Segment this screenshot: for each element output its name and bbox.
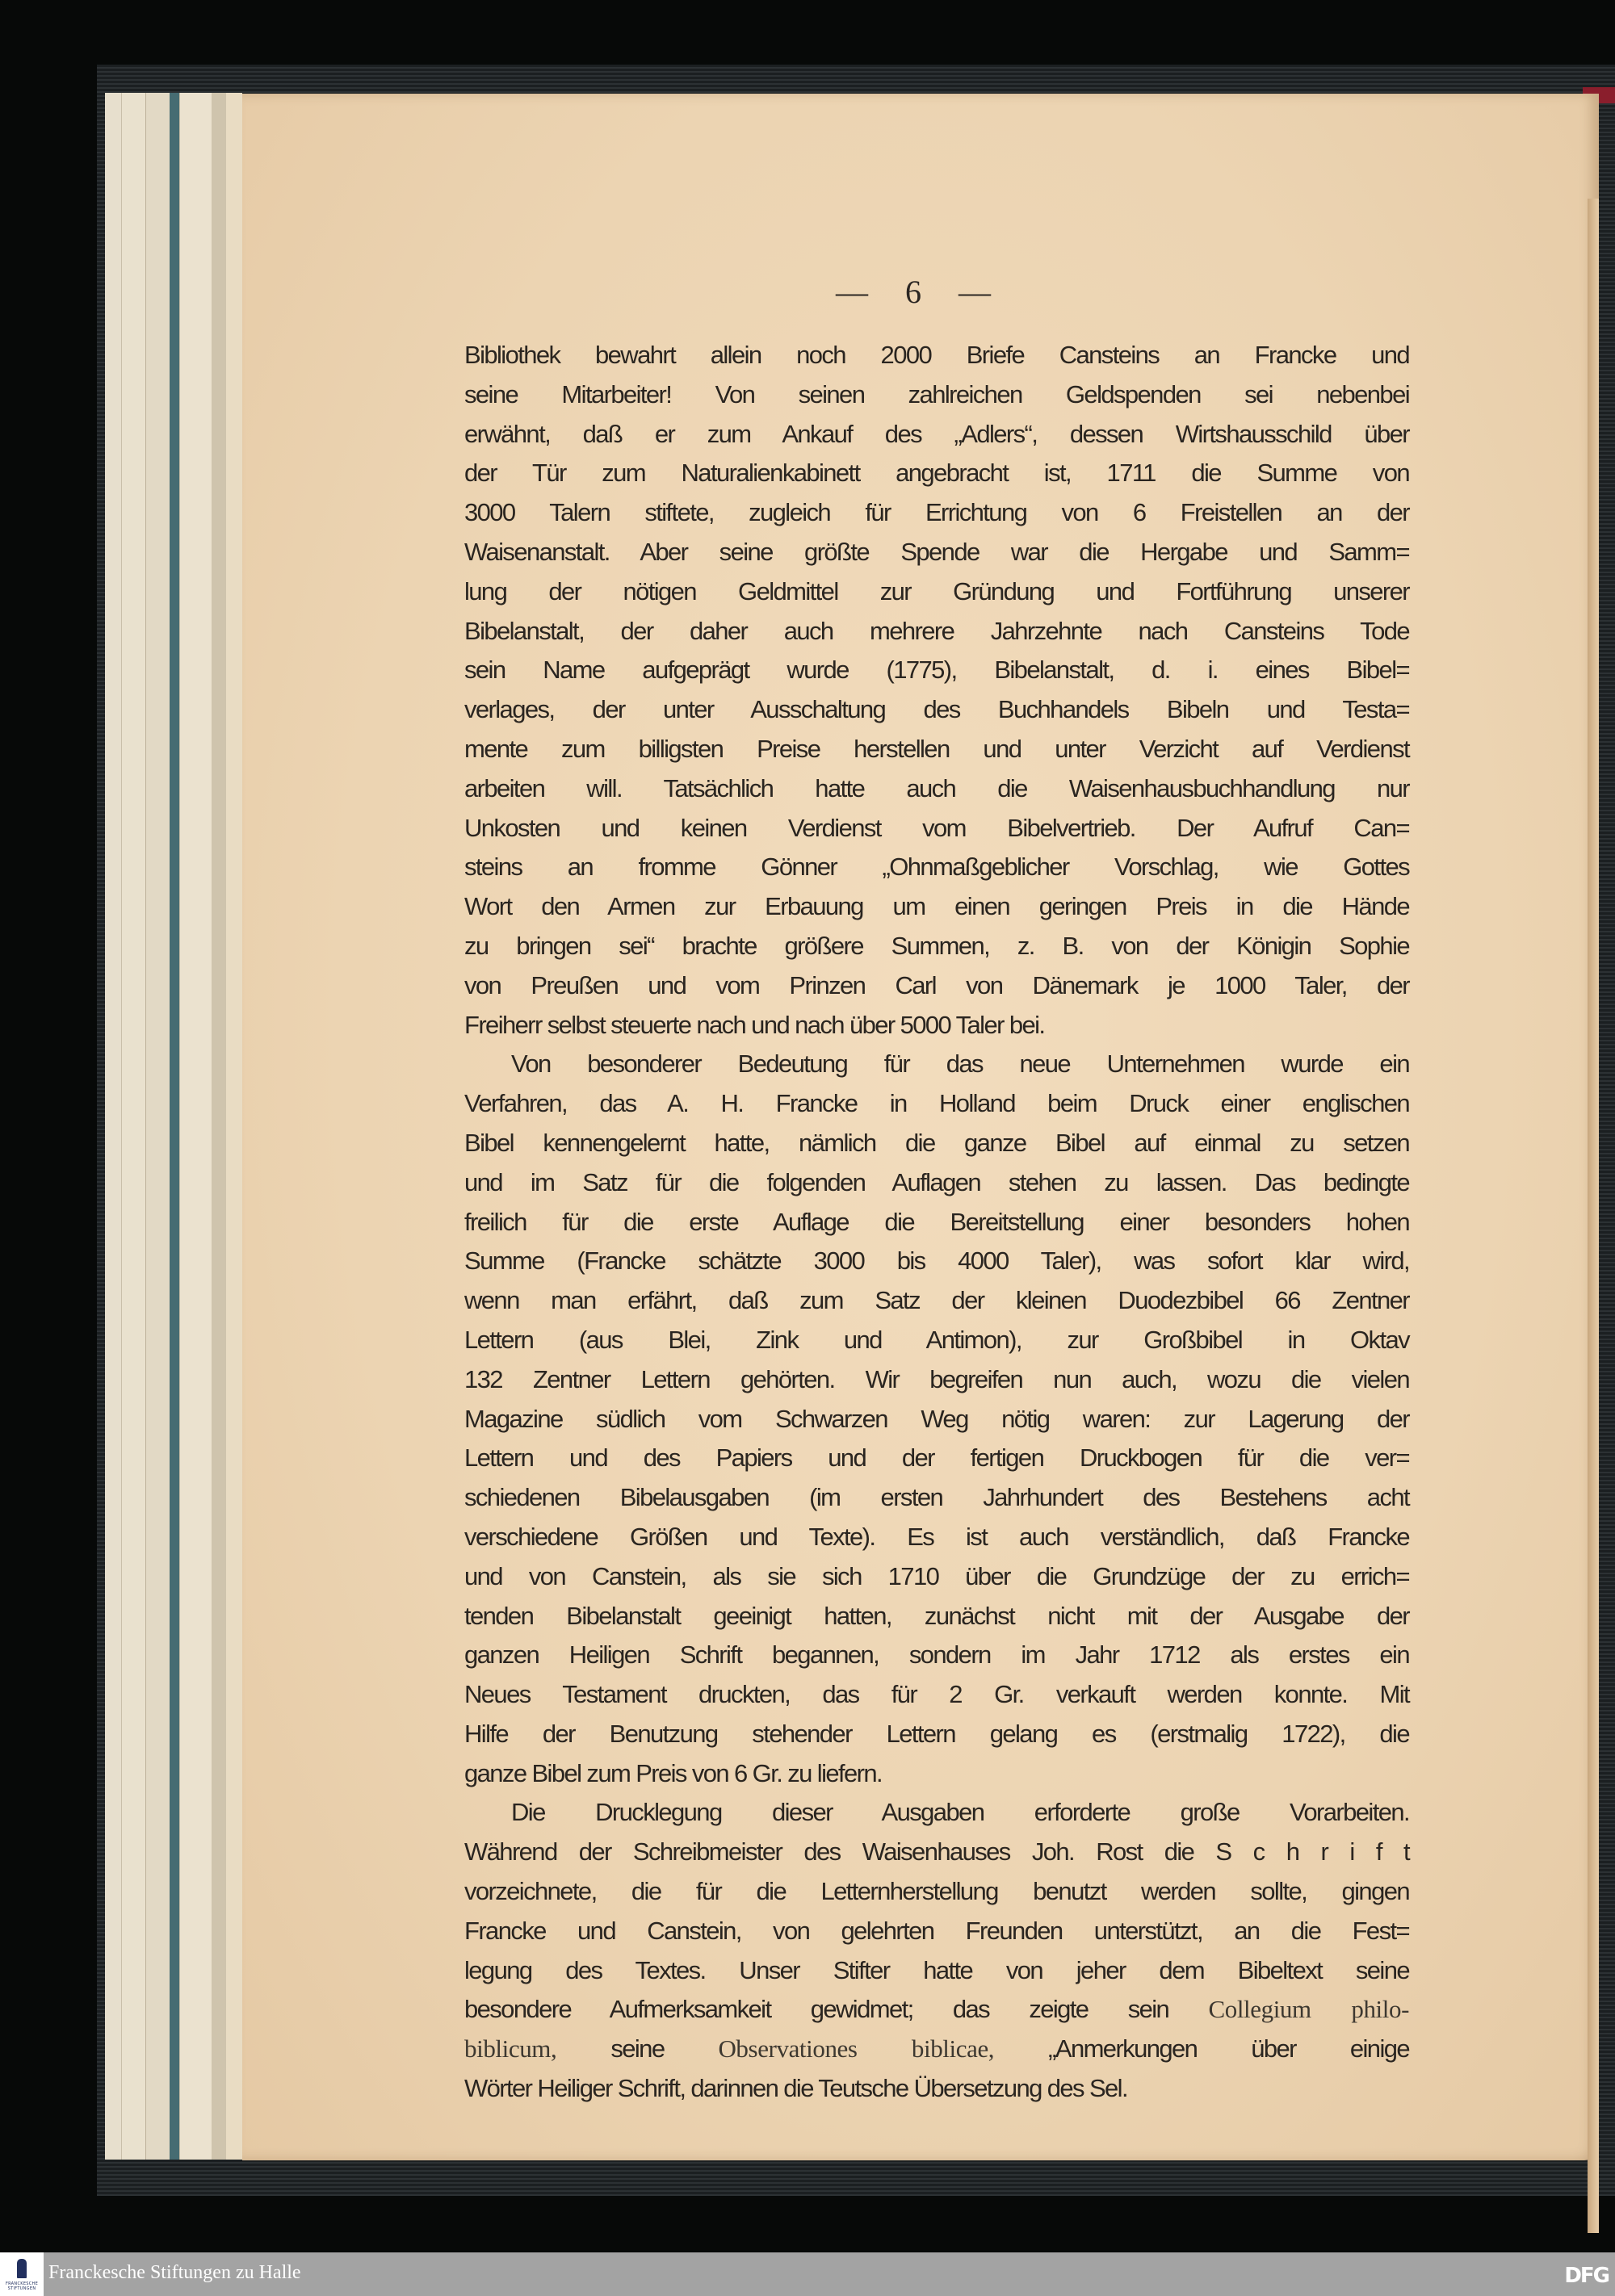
text-line: schiedenen Bibelausgaben (im ersten Jahrhundert des Bestehens acht bbox=[464, 1483, 1409, 1512]
text-line: tenden Bibelanstalt geeinigt hatten, zunächst nicht mit der Ausgabe der bbox=[464, 1601, 1409, 1630]
text-line: steins an fromme Gönner „Ohnmaßgeblicher Vorschlag, wie Gottes bbox=[464, 853, 1409, 882]
paragraph-first-line: Die Drucklegung dieser Ausgaben erforderte große Vorarbeiten. bbox=[511, 1798, 1409, 1827]
text-line bbox=[464, 2030, 1409, 2069]
text-fragment: „Anmerkungen über einige bbox=[994, 2034, 1410, 2063]
logo-figure-icon bbox=[17, 2259, 27, 2278]
text-line: verlages, der unter Ausschaltung des Buchhandels Bibeln und Testa= bbox=[464, 695, 1409, 724]
text-line: von Preußen und vom Prinzen Carl von Dänemark je 1000 Taler, der bbox=[464, 970, 1409, 999]
text-line: lung der nötigen Geldmittel zur Gründung und Fortführung unserer bbox=[464, 576, 1409, 605]
text-line: Summe (Francke schätzte 3000 bis 4000 Taler), was sofort klar wird, bbox=[464, 1246, 1409, 1276]
text-line: Waisenanstalt. Aber seine größte Spende war die Hergabe und Samm= bbox=[464, 537, 1409, 566]
text-line: und von Canstein, als sie sich 1710 über die Grundzüge der zu errich= bbox=[464, 1561, 1409, 1590]
text-line: Hilfe der Benutzung stehender Lettern gelang es (erstmalig 1722), die bbox=[464, 1719, 1409, 1748]
text-line: Bibliothek bewahrt allein noch 2000 Briefe Cansteins an Francke und bbox=[464, 341, 1409, 369]
text-line: legung des Textes. Unser Stifter hatte von jeher dem Bibeltext seine bbox=[464, 1955, 1409, 1984]
text-line: Lettern und des Papiers und der fertigen Druckbogen für die ver= bbox=[464, 1443, 1409, 1473]
text-line: Bibel kennengelernt hatte, nämlich die ganze Bibel auf einmal zu setzen bbox=[464, 1128, 1409, 1157]
text-line: erwähnt, daß er zum Ankauf des „Adlers“, dessen Wirtshausschild über bbox=[464, 419, 1409, 448]
paragraph-first-line: Von besonderer Bedeutung für das neue Unternehmen wurde ein bbox=[511, 1050, 1409, 1079]
text-fragment: besondere Aufmerksamkeit gewidmet; das zeigte sein bbox=[464, 1995, 1209, 2024]
body-text bbox=[464, 336, 1409, 2109]
text-line: Wörter Heiliger Schrift, darinnen die Teutsche Übersetzung des Sel. bbox=[464, 2074, 1127, 2103]
text-line: mente zum billigsten Preise herstellen und unter Verzicht auf Verdienst bbox=[464, 734, 1409, 763]
text-line: ganzen Heiligen Schrift begannen, sondern im Jahr 1712 als erstes ein bbox=[464, 1640, 1409, 1670]
viewer-footer bbox=[0, 2252, 1615, 2296]
page-number: — 6 — bbox=[836, 274, 1005, 310]
text-line: seine Mitarbeiter! Von seinen zahlreichen Geldspenden sei nebenbei bbox=[464, 379, 1409, 409]
text-line: Freiherr selbst steuerte nach und nach über 5000 Taler bei. bbox=[464, 1010, 1045, 1039]
page-leaf bbox=[105, 93, 121, 2160]
ribbon-marker bbox=[170, 93, 179, 2160]
text-line: Francke und Canstein, von gelehrten Freunden unterstützt, an die Fest= bbox=[464, 1916, 1409, 1945]
text-line bbox=[464, 1990, 1409, 2030]
logo-caption: FRANCKESCHE STIFTUNGEN bbox=[5, 2281, 39, 2291]
text-line: 3000 Talern stiftete, zugleich für Errichtung von 6 Freistellen an der bbox=[464, 498, 1409, 527]
text-fragment: seine bbox=[556, 2034, 719, 2063]
page-edge bbox=[1588, 199, 1599, 2233]
text-line: arbeiten will. Tatsächlich hatte auch die Waisenhausbuchhandlung nur bbox=[464, 773, 1409, 802]
page-leaf bbox=[226, 93, 242, 2160]
page-leaf bbox=[179, 93, 212, 2160]
text-line: Wort den Armen zur Erbauung um einen geringen Preis in die Hände bbox=[464, 892, 1409, 921]
text-line: Lettern (aus Blei, Zink und Antimon), zur Großbibel in Oktav bbox=[464, 1325, 1409, 1354]
latin-title: Collegium philo- bbox=[1208, 1995, 1409, 2024]
page-leaf bbox=[145, 93, 170, 2160]
text-line: und im Satz für die folgenden Auflagen stehen zu lassen. Das bedingte bbox=[464, 1167, 1409, 1196]
institution-name[interactable]: Franckesche Stiftungen zu Halle bbox=[48, 2262, 301, 2283]
text-line: 132 Zentner Lettern gehörten. Wir begreifen nun auch, wozu die vielen bbox=[464, 1364, 1409, 1393]
text-line: zu bringen sei“ brachte größere Summen, z. B. von der Königin Sophie bbox=[464, 931, 1409, 960]
text-line: Bibelanstalt, der daher auch mehrere Jahrzehnte nach Cansteins Tode bbox=[464, 616, 1409, 645]
latin-title: biblicum, bbox=[464, 2034, 557, 2063]
latin-title: Observationes biblicae, bbox=[718, 2034, 995, 2063]
book-page bbox=[242, 94, 1599, 2160]
text-line: Magazine südlich vom Schwarzen Weg nötig waren: zur Lagerung der bbox=[464, 1404, 1409, 1433]
page-leaf bbox=[212, 93, 226, 2160]
dfg-logo[interactable]: DFG bbox=[1564, 2264, 1609, 2288]
text-line: Unkosten und keinen Verdienst vom Bibelvertrieb. Der Aufruf Can= bbox=[464, 813, 1409, 842]
franckesche-stiftungen-logo[interactable] bbox=[0, 2252, 44, 2296]
text-line: verschiedene Größen und Texte). Es ist auch verständlich, daß Francke bbox=[464, 1522, 1409, 1551]
text-line: ganze Bibel zum Preis von 6 Gr. zu liefern. bbox=[464, 1758, 883, 1787]
text-line: freilich für die erste Auflage die Bereitstellung einer besonders hohen bbox=[464, 1207, 1409, 1236]
text-line: der Tür zum Naturalienkabinett angebracht ist, 1711 die Summe von bbox=[464, 459, 1409, 488]
page-stack bbox=[105, 93, 242, 2160]
text-line: Während der Schreibmeister des Waisenhauses Joh. Rost die S c h r i f t bbox=[464, 1837, 1409, 1867]
text-line: wenn man erfährt, daß zum Satz der kleinen Duodezbibel 66 Zentner bbox=[464, 1286, 1409, 1315]
page-leaf bbox=[121, 93, 146, 2160]
text-line: Verfahren, das A. H. Francke in Holland beim Druck einer englischen bbox=[464, 1089, 1409, 1118]
text-line: vorzeichnete, die für die Letternherstellung benutzt werden sollte, gingen bbox=[464, 1877, 1409, 1906]
text-line: Neues Testament druckten, das für 2 Gr. verkauft werden konnte. Mit bbox=[464, 1680, 1409, 1709]
text-line: sein Name aufgeprägt wurde (1775), Bibelanstalt, d. i. eines Bibel= bbox=[464, 656, 1409, 685]
